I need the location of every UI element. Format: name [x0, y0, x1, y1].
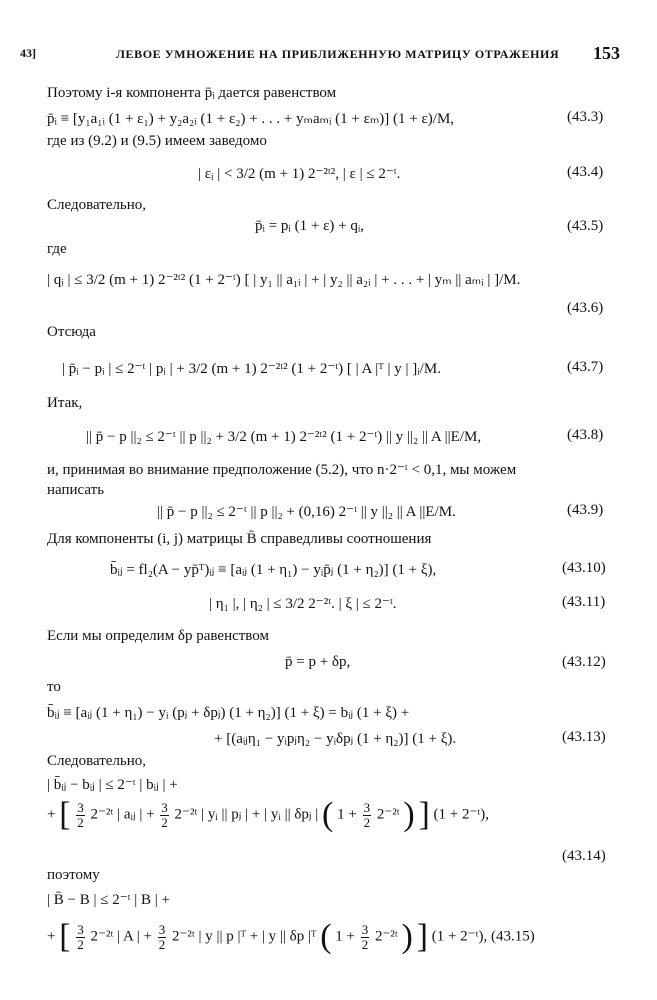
- header-title: ЛЕВОЕ УМНОЖЕНИЕ НА ПРИБЛИЖЕННУЮ МАТРИЦУ ОТРАЖЕНИЯ: [116, 47, 560, 61]
- equation-number: (43.3): [567, 109, 604, 125]
- equation-43-3: p̄ᵢ ≡ [y₁a₁ᵢ (1 + ε₁) + y₂a₂ᵢ (1 + ε₂) + . . . + yₘaₘᵢ (1 + εₘ)] (1 + ε)/M,: [47, 111, 455, 127]
- equation-43-10: b̄ᵢⱼ = fl₂(A − yp̄ᵀ)ᵢⱼ ≡ [aᵢⱼ (1 + η₁) − yᵢp̄ⱼ (1 + η₂)] (1 + ξ),: [110, 562, 437, 578]
- paragraph: написать: [47, 482, 105, 498]
- page-number: 153: [593, 43, 620, 63]
- right-paren: ): [401, 918, 413, 955]
- equation-number: (43.14): [562, 848, 606, 864]
- paragraph: Поэтому i-я компонента p̄ᵢ дается равенством: [47, 85, 337, 101]
- running-header: [20, 43, 620, 66]
- fraction-three-halves: $\frac{3}{2}$: [77, 799, 84, 830]
- paragraph: где: [47, 241, 67, 257]
- fraction-three-halves: $\frac{3}{2}$: [77, 921, 84, 952]
- right-paren: ): [403, 796, 415, 833]
- term: (1 + 2⁻ᵗ),: [431, 928, 488, 945]
- term: 2⁻²ᵗ | yᵢ || pⱼ | + | yᵢ || δpⱼ |: [174, 806, 319, 823]
- paragraph: Отсюда: [47, 324, 96, 340]
- equation-43-11: | η₁ |, | η₂ | ≤ 3/2 2⁻²ᵗ. | ξ | ≤ 2⁻ᵗ.: [209, 596, 397, 612]
- equation-43-14-line1: | b̄ᵢⱼ − bᵢⱼ | ≤ 2⁻ᵗ | bᵢⱼ | +: [47, 777, 178, 793]
- equation-number: (43.13): [562, 729, 606, 745]
- paragraph: то: [47, 679, 61, 695]
- equation-43-6: | qᵢ | ≤ 3/2 (m + 1) 2⁻²ᵗ² (1 + 2⁻ᵗ) [ | y₁ || a₁ᵢ | + | y₂ || a₂ᵢ | + . . . + | yₘ || aₘᵢ | ]/M.: [47, 272, 521, 288]
- left-bracket: [: [59, 918, 71, 955]
- equation-43-14-line2: [47, 796, 490, 833]
- paragraph: Итак,: [47, 395, 83, 411]
- equation-number: (43.15): [490, 928, 535, 945]
- equation-43-15-line2: [47, 918, 535, 955]
- fraction-three-halves: $\frac{3}{2}$: [361, 921, 369, 952]
- equation-43-13-line1: b̄ᵢⱼ ≡ [aᵢⱼ (1 + η₁) − yᵢ (pⱼ + δpⱼ) (1 + η₂)] (1 + ξ) = bᵢⱼ (1 + ξ) +: [47, 705, 410, 721]
- fraction-three-halves: $\frac{3}{2}$: [161, 799, 168, 830]
- equation-43-15-line1: | B̄ − B | ≤ 2⁻ᵗ | B | +: [47, 892, 170, 908]
- paragraph: поэтому: [47, 867, 100, 883]
- left-bracket: [: [59, 796, 71, 833]
- term: (1 + 2⁻ᵗ),: [433, 806, 490, 823]
- plus-sign: +: [47, 806, 56, 823]
- fraction-three-halves: $\frac{3}{2}$: [363, 799, 371, 830]
- term: 2⁻²ᵗ: [375, 928, 398, 945]
- equation-number: (43.6): [567, 300, 604, 316]
- equation-43-7: | p̄ᵢ − pᵢ | ≤ 2⁻ᵗ | pᵢ | + 3/2 (m + 1) 2⁻²ᵗ² (1 + 2⁻ᵗ) [ | A |ᵀ | y | ]ᵢ/M.: [62, 361, 441, 377]
- fraction-three-halves: $\frac{3}{2}$: [158, 921, 166, 952]
- equation-number: (43.8): [567, 427, 604, 443]
- equation-number: (43.12): [562, 654, 606, 670]
- equation-number: (43.7): [567, 359, 604, 375]
- paragraph: Следовательно,: [47, 753, 147, 769]
- paragraph: и, принимая во внимание предположение (5.2), что n·2⁻ᵗ < 0,1, мы можем: [47, 462, 517, 478]
- term: 2⁻²ᵗ | A | +: [90, 928, 152, 945]
- paragraph: где из (9.2) и (9.5) имеем заведомо: [47, 133, 267, 149]
- right-bracket: ]: [416, 918, 428, 955]
- equation-43-13-line2: + [(aᵢⱼη₁ − yᵢpⱼη₂ − yᵢδpⱼ (1 + η₂)] (1 + ξ).: [214, 731, 457, 747]
- term: 2⁻²ᵗ | aᵢⱼ | +: [90, 806, 155, 823]
- right-bracket: ]: [418, 796, 430, 833]
- paragraph: Если мы определим δp равенством: [47, 628, 269, 644]
- term: 1 +: [337, 806, 357, 823]
- left-paren: (: [320, 918, 332, 955]
- equation-43-12: p̄ = p + δp,: [285, 654, 351, 670]
- equation-number: (43.5): [567, 218, 604, 234]
- plus-sign: +: [47, 928, 56, 945]
- paragraph: Следовательно,: [47, 197, 147, 213]
- equation-43-5: p̄ᵢ = pᵢ (1 + ε) + qᵢ,: [255, 218, 365, 234]
- term: 1 +: [335, 928, 355, 945]
- paragraph: Для компоненты (i, j) матрицы B̄ справедливы соотношения: [47, 531, 432, 547]
- equation-43-9: || p̄ − p ||₂ ≤ 2⁻ᵗ || p ||₂ + (0,16) 2⁻ᵗ || y ||₂ || A ||E/M.: [157, 504, 456, 520]
- section-number: 43]: [20, 46, 36, 60]
- equation-number: (43.4): [567, 164, 604, 180]
- equation-number: (43.11): [562, 594, 606, 610]
- term: 2⁻²ᵗ: [376, 806, 400, 823]
- term: 2⁻²ᵗ | y || p |ᵀ + | y || δp |ᵀ: [171, 928, 317, 945]
- equation-43-4: | εᵢ | < 3/2 (m + 1) 2⁻²ᵗ², | ε | ≤ 2⁻ᵗ.: [198, 166, 401, 182]
- equation-43-8: || p̄ − p ||₂ ≤ 2⁻ᵗ || p ||₂ + 3/2 (m + 1) 2⁻²ᵗ² (1 + 2⁻ᵗ) || y ||₂ || A ||E/M,: [86, 429, 482, 445]
- equation-number: (43.10): [562, 560, 606, 576]
- left-paren: (: [322, 796, 334, 833]
- equation-number: (43.9): [567, 502, 604, 518]
